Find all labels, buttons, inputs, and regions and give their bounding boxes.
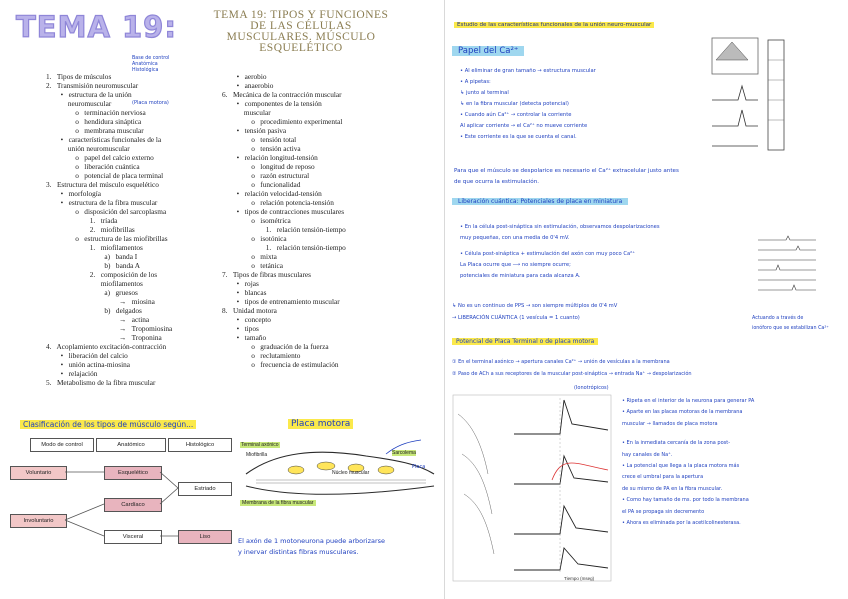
- outline-item: o frecuencia de estimulación: [222, 360, 339, 369]
- placa-label-miofibrilla: Miofibrilla: [246, 452, 268, 458]
- outline-item: 1. Tipos de músculos: [46, 72, 112, 81]
- placa-label-nucleo: Núcleo muscular: [332, 470, 370, 476]
- outline-item: o isotónica: [222, 234, 287, 243]
- box-anatomico: Anatómico: [96, 438, 166, 452]
- right-heading: Estudio de las características funcionales de la unión neuro-muscular: [454, 22, 654, 28]
- sec1-title: Papel del Ca²⁺: [452, 46, 524, 56]
- outline-item: o graduación de la fuerza: [222, 342, 329, 351]
- placa-footer-label: Membrana de la fibra muscular: [242, 500, 314, 506]
- outline-item: o longitud de reposo: [222, 162, 315, 171]
- sec3-items: ① En el terminal axónico → apertura canales Ca²⁺ → unión de vesículas a la membrana ② Paso de ACh a sus receptores de la muscular post-sináptica → entrada Na⁺ → despolarización: [452, 359, 692, 377]
- box-liso: Liso: [178, 530, 232, 544]
- outline-item: o estructura de las miofibrillas: [46, 234, 168, 243]
- outline-item: o mixta: [222, 252, 277, 261]
- outline-item: o isométrica: [222, 216, 291, 225]
- sec1-conclusion: Para que el músculo se despolarice es necesario el Ca²⁺ extracelular justo antes de que ocurra la estimulación.: [454, 168, 679, 185]
- outline-item: 5. Metabolismo de la fibra muscular: [46, 378, 156, 387]
- document-title: TEMA 19: TIPOS Y FUNCIONES DE LAS CÉLULAS MUSCULARES. MÚSCULO ESQUELÉTICO: [213, 9, 389, 54]
- outline-item: b) delgados: [46, 306, 142, 315]
- outline-item: 1. miofilamentos: [46, 243, 143, 252]
- outline-item: • tipos de entrenamiento muscular: [222, 297, 340, 306]
- outline-item: → Troponina: [46, 333, 162, 342]
- box-esqueletico: Esquelético: [104, 466, 162, 480]
- placa-label-sarcolema: Sarcolema: [392, 450, 416, 456]
- outline-item: o tensión total: [222, 135, 297, 144]
- outline-item: o liberación cuántica: [46, 162, 140, 171]
- outline-item: • blancas: [222, 288, 267, 297]
- outline-item: unión neuromuscular: [46, 144, 130, 153]
- outline-item: • tipos: [222, 324, 259, 333]
- right-page: [446, 0, 848, 599]
- outline-item: neuromuscular: [46, 99, 112, 108]
- outline-item: o potencial de placa terminal: [46, 171, 164, 180]
- outline-item: • morfología: [46, 189, 102, 198]
- outline-item: o tensión activa: [222, 144, 301, 153]
- placa-label-terminal: Terminal axónico: [241, 442, 279, 448]
- box-cardiaco: Cardíaco: [104, 498, 162, 512]
- outline-item: o hendidura sináptica: [46, 117, 142, 126]
- miniature-potentials-figure: [756, 234, 842, 304]
- outline-item: 1. relación tensión-tiempo: [222, 243, 346, 252]
- outline-item: • concepto: [222, 315, 271, 324]
- outline-item: 8. Unidad motora: [222, 306, 277, 315]
- outline-item: • rojas: [222, 279, 259, 288]
- trace-axis-label: Tiempo (mseg): [564, 576, 595, 581]
- box-involuntario: Involuntario: [10, 514, 67, 528]
- outline-item: • características funcionales de la: [46, 135, 162, 144]
- outline-item: o funcionalidad: [222, 180, 301, 189]
- outline-item: o membrana muscular: [46, 126, 144, 135]
- classification-heading: Clasificación de los tipos de músculo según...: [20, 420, 196, 429]
- sec2-side-note: Actuando a través de ionóforo que se estabilizan Ca²⁺: [752, 316, 829, 331]
- outline-item: 2. composición de los: [46, 270, 158, 279]
- outline-item: • estructura de la unión: [46, 90, 132, 99]
- placa-heading: Placa motora: [288, 419, 353, 429]
- margin-note-placa: (Placa motora): [132, 100, 169, 106]
- outline-item: → actina: [46, 315, 150, 324]
- outline-item: 2. Transmisión neuromuscular: [46, 81, 139, 90]
- outline-item: • anaerobio: [222, 81, 274, 90]
- placa-label-placa: Placa: [412, 464, 426, 470]
- sec3-title: Potencial de Placa Terminal o de placa motora: [452, 338, 598, 345]
- outline-item: o razón estructural: [222, 171, 310, 180]
- outline-item: • tipos de contracciones musculares: [222, 207, 345, 216]
- outline-item: a) gruesos: [46, 288, 138, 297]
- outline-item: 6. Mecánica de la contracción muscular: [222, 90, 342, 99]
- outline-item: o terminación nerviosa: [46, 108, 146, 117]
- sec3-sub: (Ionotrópicos): [574, 385, 609, 391]
- outline-item: • aerobio: [222, 72, 267, 81]
- sec2-title: Liberación cuántica: Potenciales de placa en miniatura: [452, 198, 628, 205]
- box-histologico: Histológico: [168, 438, 232, 452]
- outline-item: o papel del calcio externo: [46, 153, 154, 162]
- outline-item: o disposición del sarcoplasma: [46, 207, 167, 216]
- outline-item: • relajación: [46, 369, 98, 378]
- outline-item: o procedimiento experimental: [222, 117, 343, 126]
- outline-item: o reclutamiento: [222, 351, 301, 360]
- outline-item: 1. relación tensión-tiempo: [222, 225, 346, 234]
- outline-item: 7. Tipos de fibras musculares: [222, 270, 311, 279]
- margin-note: Base de control Anatómica Histológica: [132, 56, 170, 73]
- outline-item: → miosina: [46, 297, 155, 306]
- outline-item: • tamaño: [222, 333, 267, 342]
- box-voluntario: Voluntario: [10, 466, 67, 480]
- outline-item: a) banda I: [46, 252, 138, 261]
- outline-column-2: [222, 72, 346, 369]
- outline-item: 4. Acoplamiento excitación-contracción: [46, 342, 167, 351]
- outline-item: o tetánica: [222, 261, 283, 270]
- outline-item: 3. Estructura del músculo esquelético: [46, 180, 159, 189]
- outline-item: • componentes de la tensión: [222, 99, 322, 108]
- placa-note: El axón de 1 motoneurona puede arborizarse y inervar distintas fibras musculares.: [238, 537, 386, 556]
- sec3-right-notes: • Ripeta en el interior de la neurona para generar PA • Aparte en las placas motoras de la membrana muscular → llamados de placa motora • En la inmediata cercanía de la zona post- hay canales de Na⁺. • La potencial que llega a la placa motora más crece el umbral para la apertura de su mismo de PA en la fibra muscular. • Como hay tamaño de ms. por todo la membrana el PA se propaga sin decremento • Ahora es eliminada por la acetilcolinesterasa.: [622, 398, 755, 527]
- outline-item: 2. miofibrillas: [46, 225, 135, 234]
- outline-item: b) banda A: [46, 261, 141, 270]
- outline-item: • relación longitud-tensión: [222, 153, 318, 162]
- classification-connectors: [0, 430, 240, 550]
- outline-item: • liberación del calcio: [46, 351, 128, 360]
- outline-item: • estructura de la fibra muscular: [46, 198, 158, 207]
- box-visceral: Visceral: [104, 530, 162, 544]
- outline-column-1: [46, 72, 172, 387]
- outline-item: o relación potencia-tensión: [222, 198, 334, 207]
- tema-heading: TEMA 19:: [16, 10, 177, 44]
- endplate-potential-traces: [452, 394, 612, 582]
- box-estriado: Estriado: [178, 482, 232, 496]
- outline-item: • relación velocidad-tensión: [222, 189, 322, 198]
- box-modo-control: Modo de control: [30, 438, 94, 452]
- sec2-note: ↳ No es un continuo de PPS → son siempre múltiplos de 0'4 mV → LIBERACIÓN CUÁNTICA (1 vesícula = 1 cuanto): [452, 303, 618, 321]
- outline-item: 1. tríada: [46, 216, 118, 225]
- outline-item: • tensión pasiva: [222, 126, 287, 135]
- outline-item: → Tropomiosina: [46, 324, 173, 333]
- outline-item: miofilamentos: [46, 279, 143, 288]
- outline-item: muscular: [222, 108, 271, 117]
- sec2-items: • En la célula post-sináptica sin estimulación, observamos despolarizaciones muy pequeñas, con una media de 0'4 mV. • Célula post-sináptica + estimulación del axón con muy poco Ca²⁺ La Placa ocurre que ⟶ no siempre ocurre; potenciales de miniatura para cada alcanza A.: [460, 224, 660, 279]
- outline-item: • unión actina-miosina: [46, 360, 131, 369]
- calcium-experiment-figure: [708, 30, 842, 160]
- sec1-items: • Al eliminar de gran tamaño → estructura muscular • A pipetas: ↳ junto al terminal ↳ en la fibra muscular (detecta potencial) • Cuando aún Ca²⁺ → controlar la corriente Al aplicar corriente → el Ca²⁺ no mueve corriente • Este corriente es la que se cuenta el canal.: [460, 68, 596, 140]
